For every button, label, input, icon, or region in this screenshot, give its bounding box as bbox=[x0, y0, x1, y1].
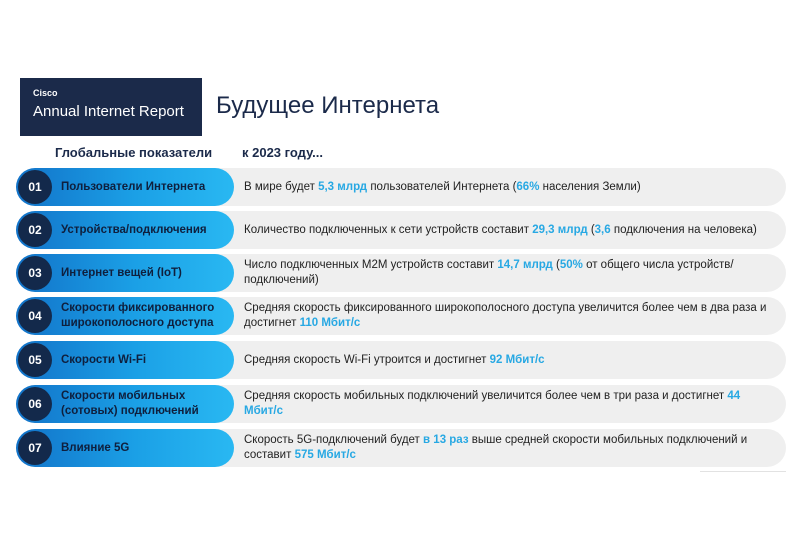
metric-row bbox=[16, 429, 786, 467]
metric-row bbox=[16, 385, 786, 423]
metric-number: 02 bbox=[18, 213, 52, 247]
cisco-report-badge bbox=[20, 78, 202, 136]
metric-label: Скорости мобильных (сотовых) подключений bbox=[61, 390, 199, 417]
description-text: Средняя скорость Wi-Fi утроится и достигнет bbox=[244, 353, 490, 366]
description-text: ( bbox=[552, 259, 560, 271]
report-name: Annual Internet Report bbox=[33, 103, 184, 120]
highlight-value: 66% bbox=[516, 180, 540, 193]
metric-label: Скорости фиксированного широкополосного доступа bbox=[61, 302, 215, 329]
metric-label-pill bbox=[16, 211, 234, 249]
metric-description bbox=[244, 168, 774, 206]
metric-number: 04 bbox=[18, 299, 52, 333]
description-text: Средняя скорость фиксированного широкополосного доступа увеличится более чем в два раза и достигнет bbox=[244, 302, 767, 329]
highlight-value: 44 Мбит/с bbox=[244, 390, 741, 417]
highlight-value: в 13 раз bbox=[423, 434, 469, 446]
description-text: пользователей Интернета ( bbox=[367, 180, 517, 193]
metric-row bbox=[16, 297, 786, 335]
metric-number: 07 bbox=[18, 431, 52, 465]
description-text: от общего числа устройств/подключений) bbox=[244, 259, 734, 286]
metric-label: Скорости Wi-Fi bbox=[61, 353, 147, 366]
highlight-value: 92 Мбит/с bbox=[489, 353, 545, 366]
description-text: подключения на человека) bbox=[610, 223, 757, 236]
metric-description bbox=[244, 211, 774, 249]
metric-label-pill bbox=[16, 385, 234, 423]
metric-label-pill bbox=[16, 341, 234, 379]
divider-line bbox=[700, 471, 786, 472]
highlight-value: 575 Мбит/с bbox=[294, 449, 356, 461]
description-text: Количество подключенных к сети устройств составит bbox=[244, 223, 533, 236]
page-title: Будущее Интернета bbox=[216, 92, 440, 119]
highlight-value: 50% bbox=[559, 259, 583, 271]
metric-label: Устройства/подключения bbox=[61, 223, 207, 236]
metric-label: Пользователи Интернета bbox=[61, 180, 206, 193]
description-text: Скорость 5G-подключений будет bbox=[244, 434, 424, 446]
metric-label: Интернет вещей (IoT) bbox=[61, 266, 182, 279]
metric-number: 05 bbox=[18, 343, 52, 377]
metric-label-pill bbox=[16, 429, 234, 467]
highlight-value: 3,6 bbox=[594, 223, 611, 236]
metric-label: Влияние 5G bbox=[61, 441, 130, 454]
metric-description bbox=[244, 429, 774, 467]
highlight-value: 14,7 млрд bbox=[497, 259, 553, 271]
metric-row bbox=[16, 168, 786, 206]
metric-label-pill bbox=[16, 297, 234, 335]
metric-label-pill bbox=[16, 254, 234, 292]
description-text: выше средней скорости мобильных подключений и составит bbox=[244, 434, 748, 461]
metric-label-pill bbox=[16, 168, 234, 206]
metric-row bbox=[16, 254, 786, 292]
metric-description bbox=[244, 385, 774, 423]
metric-description bbox=[244, 297, 774, 335]
description-text: В мире будет bbox=[244, 180, 319, 193]
highlight-value: 110 Мбит/с bbox=[299, 317, 361, 329]
description-text: Средняя скорость мобильных подключений увеличится более чем в три раза и достигнет bbox=[244, 390, 728, 402]
metric-row bbox=[16, 211, 786, 249]
highlight-value: 29,3 млрд bbox=[532, 223, 588, 236]
column-header-metrics: Глобальные показатели bbox=[55, 145, 213, 160]
metric-description bbox=[244, 254, 774, 292]
metric-description bbox=[244, 341, 774, 379]
metric-row bbox=[16, 341, 786, 379]
brand-name: Cisco bbox=[33, 88, 58, 98]
metric-number: 06 bbox=[18, 387, 52, 421]
description-text: ( bbox=[587, 223, 595, 236]
metric-number: 03 bbox=[18, 256, 52, 290]
column-header-year: к 2023 году... bbox=[242, 145, 323, 160]
description-text: Число подключенных M2M устройств составит bbox=[244, 259, 498, 271]
description-text: населения Земли) bbox=[539, 180, 641, 193]
highlight-value: 5,3 млрд bbox=[318, 180, 368, 193]
metric-number: 01 bbox=[18, 170, 52, 204]
